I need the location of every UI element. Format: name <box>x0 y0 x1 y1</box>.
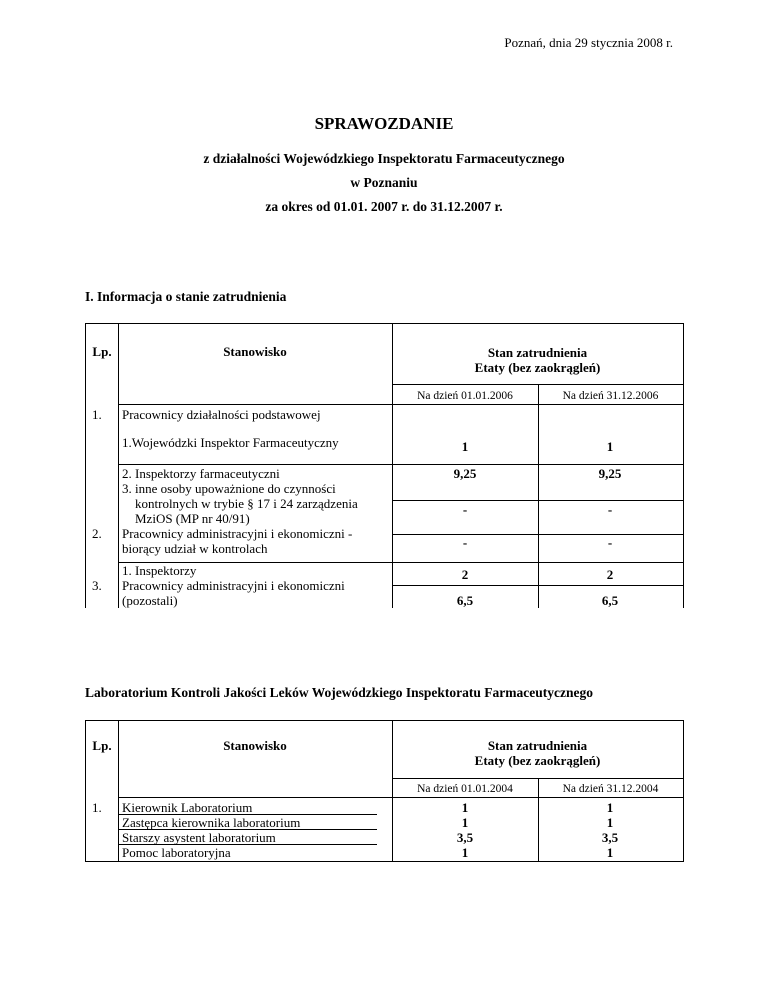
header-status-2: Etaty (bez zaokrągleń) <box>474 360 601 375</box>
row-label: MziOS (MP nr 40/91) <box>135 511 250 526</box>
subtitle-line-3: za okres od 01.01. 2007 r. do 31.12.2007 r. <box>265 199 503 214</box>
lab-row-value: 1 <box>606 845 614 860</box>
group-core-staff: Pracownicy działalności podstawowej <box>122 407 321 422</box>
row-value: 1 <box>606 439 614 454</box>
row-value: 6,5 <box>601 593 619 608</box>
row-label: 2. Inspektorzy farmaceutyczni <box>122 466 280 481</box>
row-value: 1 <box>461 439 469 454</box>
row-label: 1.Wojewódzki Inspektor Farmaceutyczny <box>122 435 339 450</box>
row-label: biorący udział w kontrolach <box>122 541 268 556</box>
lab-row-value: 1 <box>461 815 469 830</box>
header-date-1: Na dzień 01.01.2006 <box>417 390 513 402</box>
subtitle-line-1: z działalności Wojewódzkiego Inspektoratu Farmaceutycznego <box>203 151 565 166</box>
section1-heading: I. Informacja o stanie zatrudnienia <box>85 289 287 304</box>
section2-heading: Laboratorium Kontroli Jakości Leków Wojewódzkiego Inspektoratu Farmaceutycznego <box>85 685 593 700</box>
row-value: 2 <box>606 567 614 582</box>
header-status-1: Stan zatrudnienia <box>487 345 588 360</box>
header-lp: Lp. <box>92 738 112 753</box>
lab-row-value: 1 <box>606 800 614 815</box>
header-position: Stanowisko <box>223 344 287 359</box>
header-status-1: Stan zatrudnienia <box>487 738 588 753</box>
lab-employment-table <box>85 720 684 862</box>
row-lp-1: 1. <box>92 407 102 422</box>
document-date: Poznań, dnia 29 stycznia 2008 r. <box>504 35 673 50</box>
header-position: Stanowisko <box>223 738 287 753</box>
lab-row-label: Starszy asystent laboratorium <box>122 830 276 845</box>
lab-row-value: 1 <box>461 845 469 860</box>
row-label: Pracownicy administracyjni i ekonomiczni - <box>122 526 353 541</box>
employment-table <box>85 323 684 608</box>
lab-row-value: 3,5 <box>456 830 474 845</box>
header-status-2: Etaty (bez zaokrągleń) <box>474 753 601 768</box>
header-date-2: Na dzień 31.12.2006 <box>562 390 659 402</box>
lab-row-value: 1 <box>606 815 614 830</box>
row-value: 9,25 <box>453 466 477 481</box>
lab-row-value: 1 <box>461 800 469 815</box>
row-value: 2 <box>461 567 469 582</box>
row-value: - <box>462 502 468 517</box>
row-label: (pozostali) <box>122 593 178 608</box>
lab-row-value: 3,5 <box>601 830 619 845</box>
lab-row-label: Pomoc laboratoryjna <box>122 845 231 860</box>
header-date-1: Na dzień 01.01.2004 <box>417 783 513 795</box>
subtitle-line-2: w Poznaniu <box>350 175 418 190</box>
row-value: - <box>462 535 468 550</box>
row-lp-2: 2. <box>92 526 102 541</box>
lab-row-label: Zastępca kierownika laboratorium <box>122 815 301 830</box>
row-value: - <box>607 535 613 550</box>
document-title: SPRAWOZDANIE <box>314 114 454 133</box>
header-date-2: Na dzień 31.12.2004 <box>562 783 659 795</box>
row-label: Pracownicy administracyjni i ekonomiczni <box>122 578 345 593</box>
lab-row-label: Kierownik Laboratorium <box>122 800 253 815</box>
header-lp: Lp. <box>92 344 112 359</box>
row-lp-1: 1. <box>92 800 102 815</box>
row-value: 9,25 <box>598 466 622 481</box>
row-lp-3: 3. <box>92 578 102 593</box>
row-label: 1. Inspektorzy <box>122 563 197 578</box>
row-label: 3. inne osoby upoważnione do czynności <box>122 481 336 496</box>
row-value: 6,5 <box>456 593 474 608</box>
row-value: - <box>607 502 613 517</box>
row-label: kontrolnych w trybie § 17 i 24 zarządzenia <box>135 496 358 511</box>
